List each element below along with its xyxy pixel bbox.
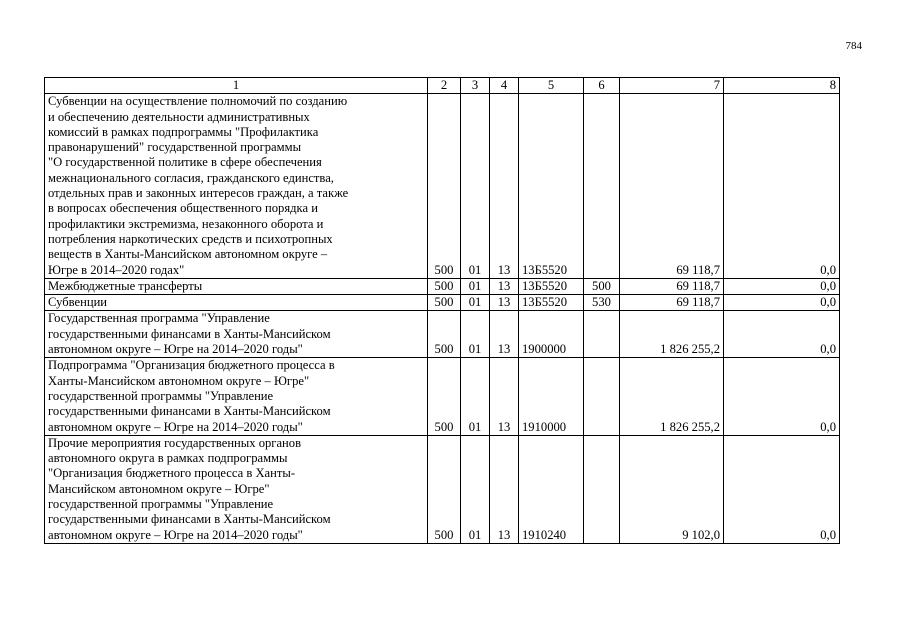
cell-name-line: Мансийском автономном округе – Югре"	[48, 481, 270, 496]
col-header-4: 4	[490, 78, 519, 94]
table-row	[45, 435, 840, 543]
table-row	[45, 311, 840, 358]
cell-name-line: автономном округе – Югре на 2014–2020 годы"	[48, 419, 303, 434]
cell-name-line: автономном округе – Югре на 2014–2020 годы"	[48, 342, 303, 357]
col-header-3: 3	[461, 78, 490, 94]
cell-target-article: 1900000	[519, 311, 584, 358]
cell-name-line: межнационального согласия, гражданского единства,	[48, 170, 334, 185]
cell-name-line: государственными финансами в Ханты-Мансийском	[48, 512, 331, 527]
cell-ministry: 500	[428, 278, 461, 294]
cell-amount-2: 0,0	[724, 358, 840, 435]
cell-expense-type	[584, 358, 620, 435]
cell-amount: 9 102,0	[620, 435, 724, 543]
cell-ministry: 500	[428, 358, 461, 435]
cell-target-article: 13Б5520	[519, 295, 584, 311]
cell-section: 01	[461, 435, 490, 543]
cell-ministry: 500	[428, 94, 461, 279]
col-header-5: 5	[519, 78, 584, 94]
cell-expense-type: 500	[584, 278, 620, 294]
cell-name-line: профилактики экстремизма, незаконного оборота и	[48, 216, 324, 231]
col-header-2: 2	[428, 78, 461, 94]
page-number: 784	[845, 40, 862, 52]
cell-name-line: Субвенции на осуществление полномочий по созданию	[48, 94, 348, 109]
table-row	[45, 278, 840, 294]
col-header-8: 8	[724, 78, 840, 94]
cell-name-line: Межбюджетные трансферты	[48, 278, 203, 293]
cell-amount: 1 826 255,2	[620, 358, 724, 435]
cell-amount-2: 0,0	[724, 94, 840, 279]
cell-name-line: государственной программы "Управление	[48, 497, 274, 512]
cell-expense-type	[584, 311, 620, 358]
cell-ministry: 500	[428, 295, 461, 311]
cell-section: 01	[461, 358, 490, 435]
cell-expense-type	[584, 94, 620, 279]
cell-name	[45, 358, 428, 435]
cell-amount: 1 826 255,2	[620, 311, 724, 358]
table-row	[45, 295, 840, 311]
cell-subsection: 13	[490, 358, 519, 435]
col-header-1: 1	[45, 78, 428, 94]
table-body	[45, 94, 840, 544]
cell-amount-2: 0,0	[724, 295, 840, 311]
cell-name-line: отдельных прав и законных интересов граждан, а также	[48, 186, 349, 201]
cell-amount-2: 0,0	[724, 435, 840, 543]
cell-section: 01	[461, 94, 490, 279]
cell-name-line: Прочие мероприятия государственных органов	[48, 435, 302, 450]
cell-name-line: потребления наркотических средств и психотропных	[48, 231, 333, 246]
cell-name	[45, 311, 428, 358]
budget-table	[44, 77, 840, 544]
cell-amount: 69 118,7	[620, 295, 724, 311]
cell-ministry: 500	[428, 435, 461, 543]
cell-name-line: государственными финансами в Ханты-Мансийском	[48, 404, 331, 419]
cell-name-line: Ханты-Мансийском автономном округе – Югре"	[48, 373, 310, 388]
cell-name-line: Югре в 2014–2020 годах"	[48, 262, 185, 277]
cell-name-line: "О государственной политике в сфере обеспечения	[48, 155, 322, 170]
cell-name-line: правонарушений" государственной программы	[48, 140, 302, 155]
cell-name-line: государственной программы "Управление	[48, 388, 274, 403]
cell-name-line: Субвенции	[48, 295, 108, 310]
cell-subsection: 13	[490, 311, 519, 358]
cell-name-line: государственными финансами в Ханты-Мансийском	[48, 326, 331, 341]
cell-amount-2: 0,0	[724, 311, 840, 358]
cell-name	[45, 94, 428, 279]
cell-section: 01	[461, 311, 490, 358]
cell-name-line: комиссий в рамках подпрограммы "Профилактика	[48, 124, 319, 139]
table-row	[45, 358, 840, 435]
header-row	[45, 78, 840, 94]
cell-name-line: веществ в Ханты-Мансийском автономном округе –	[48, 247, 328, 262]
cell-target-article: 1910000	[519, 358, 584, 435]
cell-name-line: и обеспечению деятельности административных	[48, 109, 310, 124]
cell-name-line: Государственная программа "Управление	[48, 311, 270, 326]
cell-name-line: автономного округа в рамках подпрограммы	[48, 451, 288, 466]
cell-section: 01	[461, 295, 490, 311]
cell-name-line: "Организация бюджетного процесса в Ханты-	[48, 466, 296, 481]
cell-name	[45, 278, 428, 294]
col-header-7: 7	[620, 78, 724, 94]
col-header-6: 6	[584, 78, 620, 94]
cell-amount-2: 0,0	[724, 278, 840, 294]
cell-expense-type	[584, 435, 620, 543]
cell-subsection: 13	[490, 278, 519, 294]
cell-target-article: 13Б5520	[519, 94, 584, 279]
cell-subsection: 13	[490, 295, 519, 311]
cell-expense-type: 530	[584, 295, 620, 311]
cell-name	[45, 435, 428, 543]
cell-target-article: 13Б5520	[519, 278, 584, 294]
cell-ministry: 500	[428, 311, 461, 358]
cell-amount: 69 118,7	[620, 94, 724, 279]
cell-name-line: автономном округе – Югре на 2014–2020 годы"	[48, 527, 303, 542]
cell-amount: 69 118,7	[620, 278, 724, 294]
cell-name	[45, 295, 428, 311]
cell-name-line: в вопросах обеспечения общественного порядка и	[48, 201, 318, 216]
table-row	[45, 94, 840, 279]
cell-subsection: 13	[490, 435, 519, 543]
cell-subsection: 13	[490, 94, 519, 279]
cell-name-line: Подпрограмма "Организация бюджетного процесса в	[48, 358, 335, 373]
cell-target-article: 1910240	[519, 435, 584, 543]
cell-section: 01	[461, 278, 490, 294]
